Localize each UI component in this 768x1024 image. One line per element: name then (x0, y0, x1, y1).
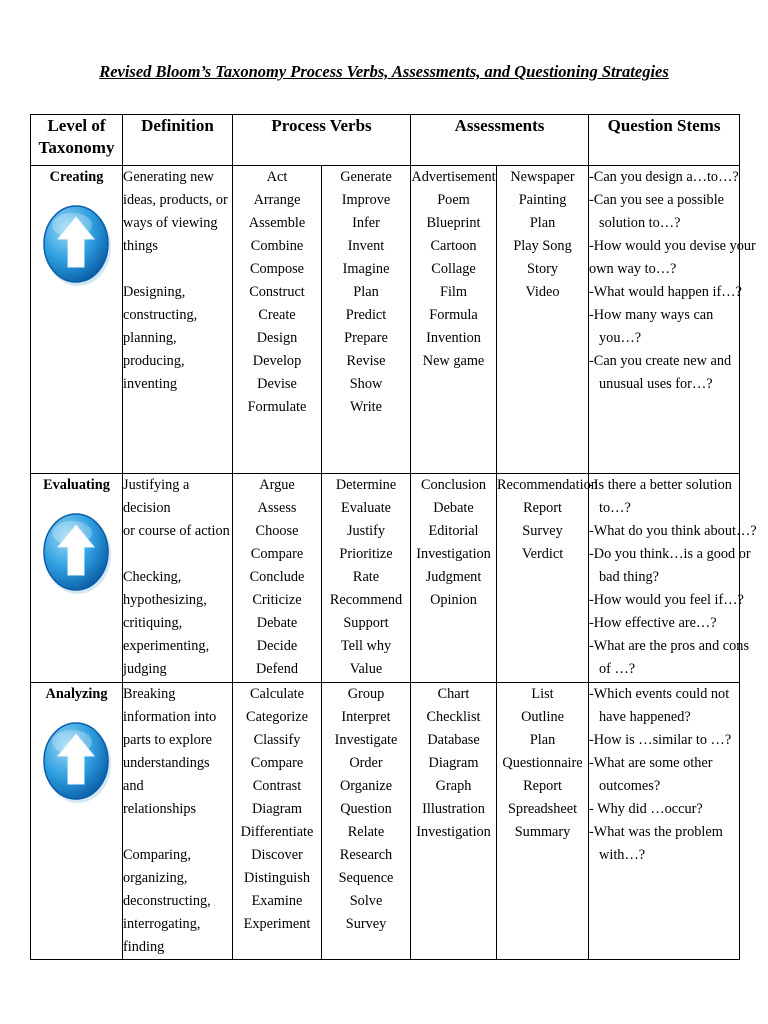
list-item: Conclusion (420, 477, 487, 493)
list-item: Prepare (344, 330, 388, 346)
list-item: Predict (345, 307, 387, 323)
list-item: Chart (437, 686, 470, 702)
list-item: Support (343, 615, 389, 631)
question-stem: -Which events could not (589, 686, 730, 702)
process-verbs-cell (233, 166, 322, 474)
definition-text: understandings and (123, 755, 210, 794)
list-item: Debate (433, 500, 474, 516)
header-question-stems: Question Stems (589, 115, 740, 166)
list-item: Classify (253, 732, 301, 748)
list-item: Imagine (342, 261, 390, 277)
up-arrow-circle-icon (42, 509, 112, 595)
list-item: Story (527, 261, 559, 277)
list-item: Survey (522, 523, 563, 539)
list-item: Order (349, 755, 383, 771)
list-item: Painting (518, 192, 567, 208)
level-name: Creating (49, 169, 104, 185)
list-item: Evaluate (341, 500, 392, 516)
question-stem: to…? (599, 500, 631, 516)
list-item: Differentiate (240, 824, 314, 840)
definition-detail: Designing, (123, 284, 186, 300)
list-item: Categorize (246, 709, 308, 725)
list-item: New game (422, 353, 485, 369)
list-item: Graph (435, 778, 472, 794)
question-stem: with…? (599, 847, 646, 863)
list-item: Devise (257, 376, 297, 392)
list-item: Arrange (253, 192, 301, 208)
question-stem: of …? (599, 661, 636, 677)
question-stem: -Can you design a…to…? (589, 169, 739, 185)
question-stem: -What would happen if…? (589, 284, 742, 300)
list-item: Combine (250, 238, 304, 254)
list-item: Formulate (247, 399, 307, 415)
question-stem: own way to…? (589, 261, 677, 277)
definition-detail: judging (123, 661, 167, 677)
list-item: Outline (521, 709, 564, 725)
assessments-cell (497, 166, 589, 474)
process-verbs-cell (322, 474, 411, 683)
definition-detail: Checking, (123, 569, 182, 585)
definition-text: Justifying a decision (123, 477, 190, 516)
assessments-cell (497, 474, 598, 683)
definition-detail: Comparing, (123, 847, 191, 863)
list-item: Report (523, 778, 562, 794)
question-stem: you…? (599, 330, 642, 346)
list-item: Revise (346, 353, 386, 369)
list-item: Invent (347, 238, 385, 254)
list-item: Discover (251, 847, 303, 863)
list-item: Question (340, 801, 392, 817)
list-item: Calculate (250, 686, 304, 702)
level-cell (31, 166, 123, 474)
list-item: Infer (352, 215, 380, 231)
list-item: Solve (349, 893, 383, 909)
definition-detail: organizing, (123, 870, 188, 886)
definition-detail: interrogating, (123, 916, 201, 932)
definition-detail: hypothesizing, (123, 592, 207, 608)
header-process-verbs: Process Verbs (233, 115, 411, 166)
list-item: Survey (345, 916, 387, 932)
table-row (31, 683, 740, 960)
process-verbs-cell (322, 683, 411, 960)
list-item: Questionnaire (502, 755, 583, 771)
question-stems-cell (589, 683, 740, 960)
list-item: Experiment (243, 916, 311, 932)
list-item: Plan (529, 215, 556, 231)
header-level: Level of Taxonomy (31, 115, 123, 166)
list-item: Sequence (338, 870, 394, 886)
list-item: Database (427, 732, 480, 748)
list-item: Plan (529, 732, 556, 748)
list-item: Assemble (248, 215, 306, 231)
definition-cell (123, 683, 233, 960)
list-item: List (531, 686, 554, 702)
taxonomy-table (30, 114, 757, 960)
question-stem: solution to…? (599, 215, 681, 231)
list-item: Formula (429, 307, 478, 323)
question-stem: -What are some other (589, 755, 713, 771)
question-stem: -How many ways can (589, 307, 714, 323)
definition-detail: planning, producing, (123, 330, 185, 369)
list-item: Poem (437, 192, 470, 208)
question-stem: unusual uses for…? (599, 376, 713, 392)
question-stem: bad thing? (599, 569, 659, 585)
question-stem: -Do you think…is a good or (589, 546, 751, 562)
list-item: Compose (249, 261, 304, 277)
list-item: Decide (256, 638, 298, 654)
list-item: Verdict (521, 546, 564, 562)
list-item: Design (256, 330, 298, 346)
question-stem: -How would you devise your (589, 238, 756, 254)
question-stem: -Can you create new and (589, 353, 732, 369)
list-item: Summary (514, 824, 571, 840)
list-item: Develop (252, 353, 302, 369)
header-definition: Definition (123, 115, 233, 166)
list-item: Defend (255, 661, 299, 677)
list-item: Criticize (252, 592, 302, 608)
list-item: Blueprint (426, 215, 481, 231)
header-row (31, 115, 740, 166)
question-stem: -Can you see a possible (589, 192, 725, 208)
list-item: Diagram (251, 801, 303, 817)
list-item: Research (339, 847, 393, 863)
table-row (31, 474, 740, 683)
question-stem: -What was the problem (589, 824, 723, 840)
list-item: Editorial (428, 523, 479, 539)
list-item: Investigation (416, 546, 491, 562)
up-arrow-circle-icon (42, 201, 112, 287)
list-item: Newspaper (510, 169, 575, 185)
list-item: Create (258, 307, 296, 323)
definition-text: ideas, products, or (123, 192, 228, 208)
list-item: Argue (259, 477, 295, 493)
question-stem: outcomes? (599, 778, 661, 794)
question-stem: -What are the pros and cons (589, 638, 750, 654)
definition-text: Breaking (123, 686, 176, 702)
definition-text: things (123, 238, 158, 254)
list-item: Diagram (428, 755, 479, 771)
list-item: Prioritize (339, 546, 393, 562)
list-item: Investigate (334, 732, 398, 748)
level-cell (31, 474, 123, 683)
question-stem: -How effective are…? (589, 615, 717, 631)
list-item: Organize (339, 778, 393, 794)
list-item: Interpret (341, 709, 391, 725)
list-item: Judgment (425, 569, 482, 585)
definition-detail: experimenting, (123, 638, 210, 654)
list-item: Illustration (422, 801, 485, 817)
list-item: Recommendation (497, 477, 598, 493)
list-item: Debate (256, 615, 298, 631)
list-item: Investigation (416, 824, 491, 840)
assessments-cell (411, 683, 497, 960)
process-verbs-cell (322, 166, 411, 474)
process-verbs-cell (233, 474, 322, 683)
list-item: Act (266, 169, 288, 185)
list-item: Distinguish (244, 870, 310, 886)
list-item: Examine (251, 893, 303, 909)
definition-detail: finding (123, 939, 165, 955)
list-item: Choose (255, 523, 299, 539)
list-item: Generate (340, 169, 392, 185)
list-item: Write (350, 399, 382, 415)
list-item: Conclude (249, 569, 305, 585)
list-item: Construct (249, 284, 305, 300)
list-item: Video (525, 284, 560, 300)
definition-detail: deconstructing, (123, 893, 211, 909)
definition-spacer (123, 258, 232, 281)
list-item: Checklist (426, 709, 481, 725)
list-item: Spreadsheet (507, 801, 578, 817)
list-item: Group (347, 686, 385, 702)
definition-cell (123, 166, 233, 474)
list-item: Show (349, 376, 383, 392)
definition-text: or course of action (123, 523, 230, 539)
assessments-cell (497, 683, 589, 960)
list-item: Compare (250, 546, 304, 562)
process-verbs-cell (233, 683, 322, 960)
list-item: Improve (341, 192, 391, 208)
question-stems-cell (589, 166, 756, 474)
question-stem: -How is …similar to …? (589, 732, 732, 748)
list-item: Recommend (329, 592, 403, 608)
list-item: Relate (347, 824, 385, 840)
definition-detail: critiquing, (123, 615, 183, 631)
question-stem: have happened? (599, 709, 691, 725)
list-item: Report (523, 500, 562, 516)
list-item: Contrast (252, 778, 302, 794)
definition-detail: inventing (123, 376, 178, 392)
definition-text: relationships (123, 801, 197, 817)
table-row (31, 166, 740, 474)
document-title: Revised Bloom’s Taxonomy Process Verbs, Assessments, and Questioning Strategies (99, 62, 669, 81)
list-item: Opinion (430, 592, 477, 608)
level-cell (31, 683, 123, 960)
question-stems-cell (589, 474, 757, 683)
question-stem: -How would you feel if…? (589, 592, 744, 608)
question-stem: -What do you think about…? (589, 523, 757, 539)
up-arrow-circle-icon (42, 718, 112, 804)
question-stem: - Why did …occur? (589, 801, 703, 817)
definition-text: information into (123, 709, 217, 725)
list-item: Determine (335, 477, 397, 493)
definition-text: ways of viewing (123, 215, 218, 231)
definition-text: parts to explore (123, 732, 212, 748)
list-item: Value (349, 661, 383, 677)
list-item: Justify (346, 523, 386, 539)
assessments-cell (411, 166, 497, 474)
list-item: Compare (250, 755, 304, 771)
definition-cell (123, 474, 233, 683)
list-item: Cartoon (430, 238, 477, 254)
list-item: Play Song (513, 238, 572, 254)
definition-detail: constructing, (123, 307, 198, 323)
list-item: Rate (352, 569, 380, 585)
question-stem: -Is there a better solution (589, 477, 732, 493)
definition-spacer (123, 821, 232, 844)
assessments-cell (411, 474, 497, 683)
list-item: Plan (353, 284, 379, 300)
list-item: Collage (431, 261, 476, 277)
level-name: Evaluating (43, 477, 110, 493)
definition-spacer (123, 543, 232, 566)
list-item: Advertisement (411, 169, 496, 185)
list-item: Assess (257, 500, 297, 516)
list-item: Tell why (340, 638, 392, 654)
definition-text: Generating new (123, 169, 214, 185)
list-item: Film (440, 284, 468, 300)
header-assessments: Assessments (411, 115, 589, 166)
level-name: Analyzing (45, 686, 108, 702)
list-item: Invention (426, 330, 481, 346)
